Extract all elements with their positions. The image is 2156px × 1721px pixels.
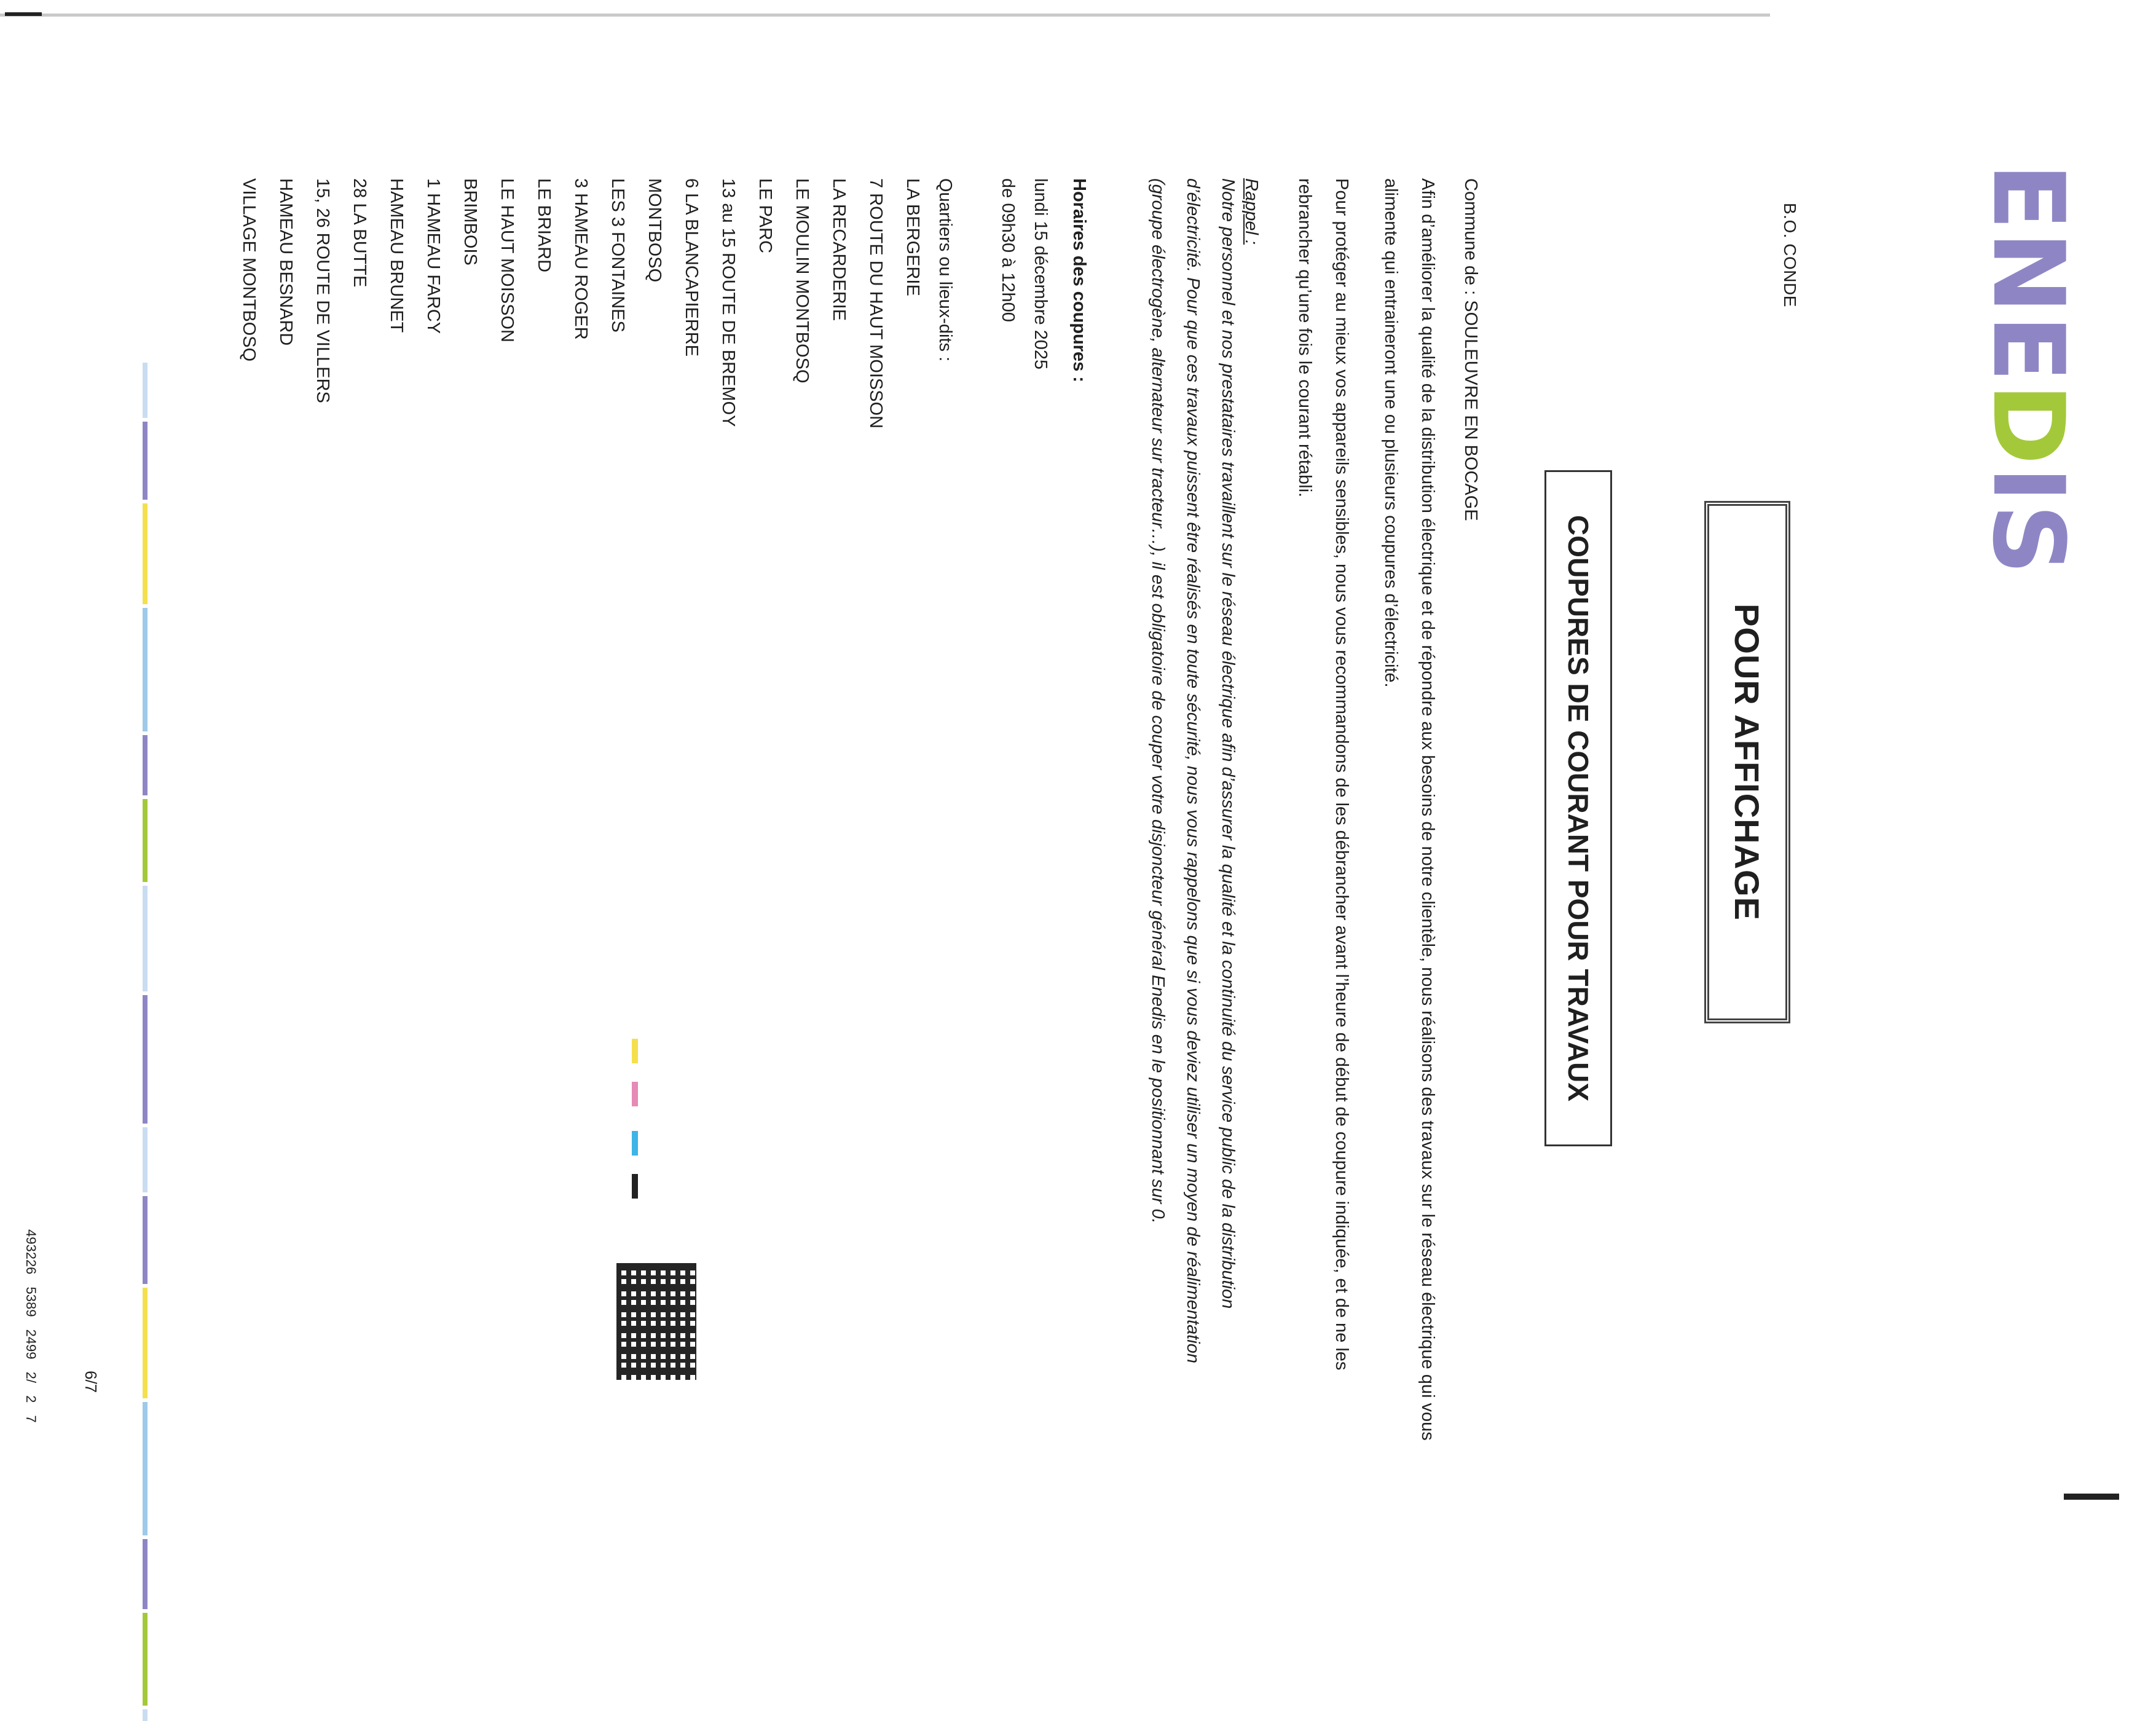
brand-line-segment xyxy=(143,995,148,1124)
brand-line-segment xyxy=(143,422,148,500)
coupures-subtitle: COUPURES DE COURANT POUR TRAVAUX xyxy=(1544,470,1612,1146)
list-item: VILLAGE MONTBOSQ xyxy=(239,178,259,362)
brand-line-segment xyxy=(143,1613,148,1706)
pour-affichage-title: POUR AFFICHAGE xyxy=(1704,501,1790,1023)
commune-line: Commune de : SOULEUVRE EN BOCAGE xyxy=(1461,178,1481,521)
intro-paragraph: Afin d’améliorer la qualité de la distribution électrique et de répondre aux besoins de notre clientèle, nous réalisons des travaux sur le réseau électrique qui vous alimente qui entraineront une ou plusieurs coupures d’électricité. xyxy=(1381,178,1438,1441)
logo-part-3: IS xyxy=(1971,466,2086,577)
list-item: HAMEAU BRUNET xyxy=(387,178,406,333)
brand-line-segment xyxy=(143,363,148,418)
list-item: BRIMBOIS xyxy=(460,178,480,266)
color-swatch-cyan xyxy=(632,1131,638,1156)
color-swatch-yellow xyxy=(632,1039,638,1063)
list-item: 13 au 15 ROUTE DE BREMOY xyxy=(718,178,738,427)
brand-line-segment xyxy=(143,1196,148,1284)
color-swatch-magenta xyxy=(632,1082,638,1106)
list-item: LA BERGERIE xyxy=(903,178,923,296)
rappel-paragraph: Notre personnel et nos prestataires travaillent sur le réseau électrique afin d’assurer la qualité et la continuité du service public de la distribution d’électricité. Pour que ces travaux puissent être réalisés en toute sécurité, nous vous rappelons que si vous deviez utiliser un moyen de réalimentation (groupe électrogène, alternateur sur tracteur…), il est obligatoire de couper votre disjoncteur général Enedis en le positionnant sur 0. xyxy=(1148,178,1238,1363)
brand-line-segment xyxy=(143,1709,148,1721)
crop-mark-top-right xyxy=(2064,1494,2119,1500)
brand-line-segment xyxy=(143,503,148,604)
list-item: 15, 26 ROUTE DE VILLERS xyxy=(313,178,332,403)
places-list xyxy=(230,178,931,428)
logo-part-1: ENE xyxy=(1971,163,2086,384)
enedis-logo xyxy=(1971,163,2086,577)
advice-paragraph: Pour protéger au mieux vos appareils sensibles, nous vous recommandons de les débrancher avant l’heure de début de coupure indiquée, et de ne les rebrancher qu’une fois le courant rétabli. xyxy=(1295,178,1351,1371)
list-item: 1 HAMEAU FARCY xyxy=(423,178,443,334)
color-swatch-black xyxy=(632,1174,638,1199)
list-item: 28 LA BUTTE xyxy=(350,178,369,288)
datamatrix-code-icon xyxy=(616,1263,696,1380)
list-item: 6 LA BLANCAPIERRE xyxy=(682,178,701,357)
list-item: LE HAUT MOISSON xyxy=(497,178,517,342)
brand-line-segment xyxy=(143,799,148,882)
office-label: B.O. CONDE xyxy=(1780,203,1800,307)
list-item: HAMEAU BESNARD xyxy=(276,178,296,346)
list-item: LE MOULIN MONTBOSQ xyxy=(792,178,812,384)
list-item: LA RECARDERIE xyxy=(829,178,849,321)
outage-date: lundi 15 décembre 2025 xyxy=(1031,178,1050,370)
brand-line-segment xyxy=(143,1539,148,1609)
brand-line-segment xyxy=(143,1127,148,1192)
brand-line-segment xyxy=(143,735,148,795)
list-item: LE BRIARD xyxy=(534,178,554,273)
list-item: 3 HAMEAU ROGER xyxy=(571,178,591,340)
brand-line-segment xyxy=(143,1402,148,1535)
list-item: MONTBOSQ xyxy=(645,178,664,283)
logo-part-2: D xyxy=(1971,383,2086,467)
horaires-heading: Horaires des coupures : xyxy=(1069,178,1089,382)
brand-line-segment xyxy=(143,1288,148,1398)
list-item: LE PARC xyxy=(755,178,775,253)
brand-line-segment xyxy=(143,886,148,991)
brand-line-segment xyxy=(143,608,148,731)
outage-time: de 09h30 à 12h00 xyxy=(998,178,1018,322)
crop-mark-bottom-left xyxy=(5,12,42,16)
quartiers-heading: Quartiers ou lieux-dits : xyxy=(935,178,955,362)
list-item: 7 ROUTE DU HAUT MOISSON xyxy=(866,178,886,429)
page-number: 6/7 xyxy=(82,1371,100,1393)
brand-dotted-line xyxy=(143,363,148,1721)
fax-transmission-header: 493226 5389 2499 2/ 2 7 xyxy=(23,1229,39,1423)
list-item: LES 3 FONTAINES xyxy=(608,178,628,333)
rappel-heading: Rappel : xyxy=(1241,178,1261,245)
